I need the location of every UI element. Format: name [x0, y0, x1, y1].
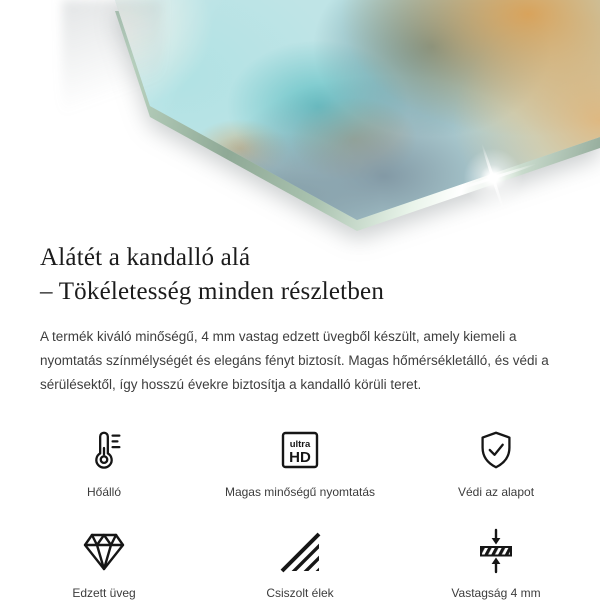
feature-polished-edges [202, 527, 398, 600]
feature-label: Magas minőségű nyomtatás [224, 485, 376, 499]
feature-thickness [398, 527, 594, 600]
polished-edges-icon [276, 527, 324, 575]
feature-label: Vastagság 4 mm [451, 586, 541, 600]
svg-text:ultra: ultra [289, 439, 311, 450]
feature-tempered-glass [6, 527, 202, 600]
feature-print-quality [202, 426, 398, 499]
product-photo [0, 0, 600, 232]
feature-label: Csiszolt élek [266, 586, 334, 600]
diamond-icon [80, 527, 128, 575]
svg-text:HD: HD [289, 449, 311, 466]
feature-protects-base [398, 426, 594, 499]
title-line-2: – Tökéletesség minden részletben [40, 278, 385, 305]
thickness-icon [472, 527, 520, 575]
shield-check-icon [473, 426, 519, 474]
feature-label: Védi az alapot [457, 485, 535, 499]
thermometer-icon [81, 426, 127, 474]
title-line-1: Alátét a kandalló alá [40, 244, 251, 271]
ultra-hd-icon [276, 426, 324, 474]
soft-shadow [62, 0, 162, 130]
feature-label: Edzett üveg [72, 586, 136, 600]
feature-heat-resistant [6, 426, 202, 499]
product-description-section [0, 241, 600, 397]
page-title [40, 241, 560, 309]
product-description-text: A termék kiváló minőségű, 4 mm vastag edzett üvegből készült, amely kiemeli a nyomtatás színmélységét és elegáns fényt biztosít. Magas hőmérsékletálló, és védi a sérülésektől, így hosszú évekre biztosítja a kandalló körüli teret. [40, 329, 549, 392]
feature-grid [6, 426, 594, 600]
feature-label: Hőálló [86, 485, 122, 499]
